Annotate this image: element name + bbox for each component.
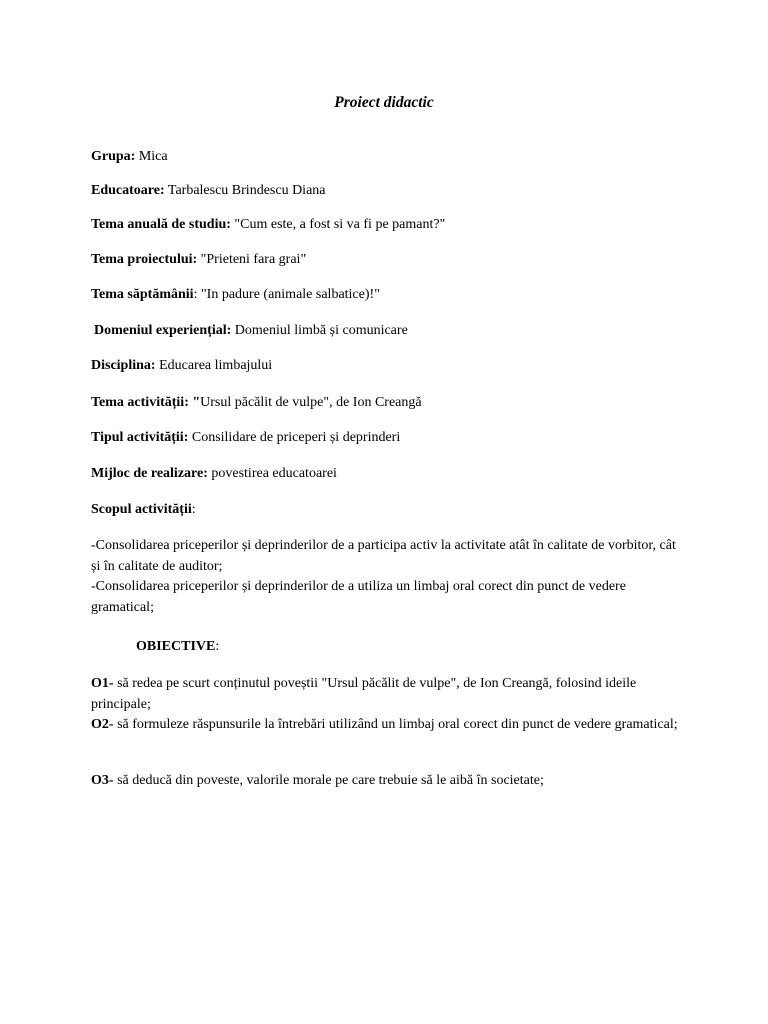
field-disciplina [91, 356, 272, 376]
objective-text: să formuleze răspunsurile la întrebări utilizând un limbaj oral corect din punct de vedere gramatical; [113, 717, 678, 732]
field-label: Mijloc de realizare: [91, 466, 208, 481]
field-value: Domeniul limbă și comunicare [231, 323, 408, 338]
field-scopul-activitatii [91, 500, 196, 520]
objectives-list-b [91, 771, 681, 792]
field-label: Educatoare: [91, 183, 165, 198]
objective-text: să deducă din poveste, valorile morale pe care trebuie să le aibă în societate; [113, 773, 544, 788]
field-value: "Cum este, a fost si va fi pe pamant?" [230, 217, 446, 232]
objectives-heading-suffix: : [215, 639, 220, 654]
field-domeniul-experiential [94, 321, 408, 341]
objective-text: să redea pe scurt conținutul poveștii "Ursul păcălit de vulpe", de Ion Creangă, folosind ideile principale; [91, 676, 637, 712]
scope-paragraphs [91, 536, 681, 618]
field-value: Ursul păcălit de vulpe", de Ion Creangă [200, 395, 422, 410]
objectives-list-a [91, 674, 681, 736]
field-value: povestirea educatoarei [207, 466, 337, 481]
field-value: : [191, 502, 196, 517]
objectives-heading [136, 637, 219, 657]
field-educatoare [91, 181, 326, 201]
objective-code: O2- [91, 717, 114, 732]
field-tema-anuala [91, 215, 445, 235]
field-value: : "In padure (animale salbatice)!" [193, 287, 380, 302]
field-label: Tema săptămânii [91, 287, 194, 302]
scope-paragraph: -Consolidarea priceperilor și deprinderilor de a participa activ la activitate atât în calitate de vorbitor, cât și în calitate de auditor; [91, 538, 676, 574]
field-label: Grupa: [91, 149, 136, 164]
objective-item [91, 771, 681, 792]
field-label: Domeniul experiențial: [94, 323, 232, 338]
field-tema-activitatii [91, 393, 422, 413]
field-tema-saptamanii [91, 285, 380, 305]
objective-item [91, 674, 681, 715]
field-tema-proiectului [91, 250, 306, 270]
field-mijloc-de-realizare [91, 464, 337, 484]
document-title: Proiect didactic [334, 94, 434, 111]
objective-code: O1- [91, 676, 114, 691]
field-label: Disciplina: [91, 358, 156, 373]
field-tipul-activitatii [91, 428, 400, 448]
field-label: Tema proiectului: [91, 252, 198, 267]
field-value: Mica [135, 149, 168, 164]
field-value: "Prieteni fara grai" [197, 252, 307, 267]
objectives-heading-label: OBIECTIVE [136, 639, 216, 654]
objective-item [91, 715, 681, 736]
scope-paragraph: -Consolidarea priceperilor și deprinderilor de a utiliza un limbaj oral corect din punct de vedere gramatical; [91, 579, 626, 615]
field-label: Tema anuală de studiu: [91, 217, 231, 232]
field-grupa [91, 147, 168, 167]
field-value: Consilidare de priceperi și deprinderi [188, 430, 401, 445]
objective-code: O3- [91, 773, 114, 788]
field-label: Tipul activității: [91, 430, 189, 445]
field-value: Tarbalescu Brindescu Diana [164, 183, 326, 198]
field-label: Tema activității: " [91, 395, 201, 410]
field-value: Educarea limbajului [155, 358, 273, 373]
field-label: Scopul activității [91, 502, 192, 517]
